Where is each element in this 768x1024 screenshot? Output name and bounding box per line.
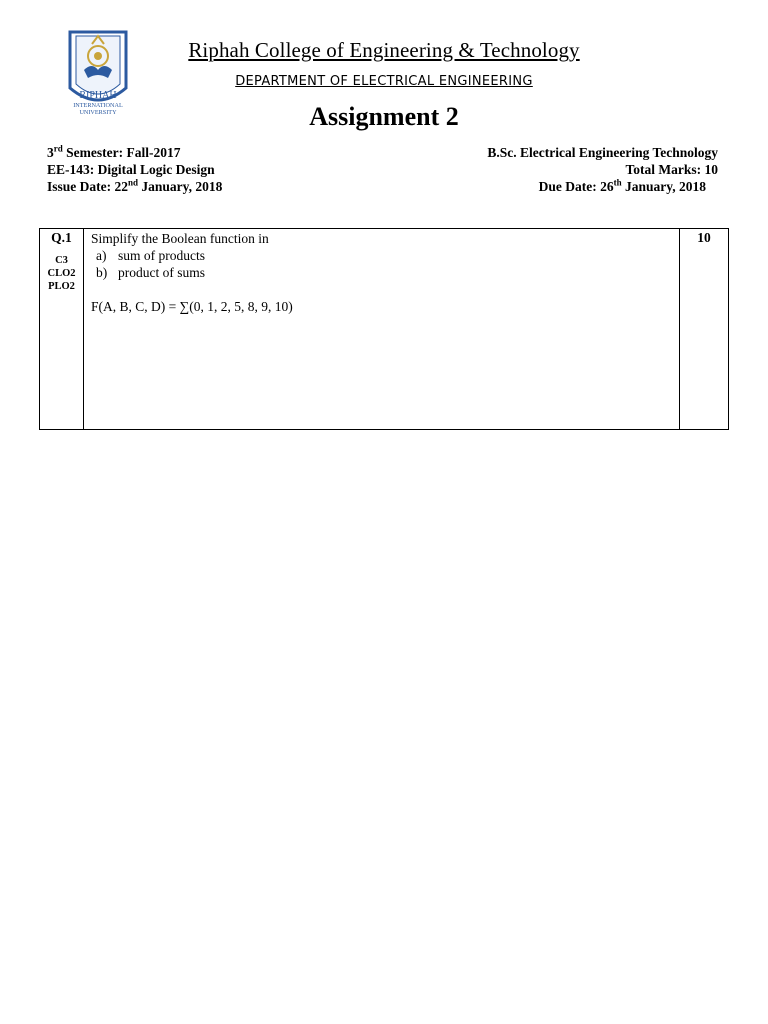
boolean-function: F(A, B, C, D) = ∑(0, 1, 2, 5, 8, 9, 10) [91, 299, 293, 314]
question-prompt: Simplify the Boolean function in [91, 231, 269, 246]
due-date-line: Due Date: 26th January, 2018 [538, 177, 706, 194]
tag-clo2: CLO2 [47, 268, 76, 279]
question-tags [40, 254, 83, 293]
logo-text-1: RIPHAH [79, 90, 117, 101]
question-body-cell [84, 229, 680, 429]
department-name: DEPARTMENT OF ELECTRICAL ENGINEERING [235, 74, 533, 89]
question-table [39, 228, 729, 430]
marks-cell: 10 [697, 230, 711, 245]
tag-c3: C3 [55, 255, 68, 266]
issue-date-line: Issue Date: 22nd January, 2018 [47, 177, 223, 194]
tag-plo2: PLO2 [48, 281, 75, 292]
total-marks-line: Total Marks: 10 [625, 162, 718, 177]
course-line: EE-143: Digital Logic Design [47, 162, 215, 177]
question-number: Q.1 [51, 230, 72, 245]
logo-text-3: UNIVERSITY [79, 109, 117, 116]
list-item: b) product of sums [96, 265, 205, 280]
college-name: Riphah College of Engineering & Technology [188, 38, 580, 62]
list-item: a) sum of products [96, 248, 205, 263]
program-line: B.Sc. Electrical Engineering Technology [487, 145, 718, 160]
semester-line: 3rd Semester: Fall-2017 [47, 143, 181, 160]
assignment-title: Assignment 2 [309, 102, 459, 131]
logo-text-2: INTERNATIONAL [73, 102, 123, 109]
question-number-cell [40, 229, 84, 429]
sub-question-list [91, 247, 679, 281]
